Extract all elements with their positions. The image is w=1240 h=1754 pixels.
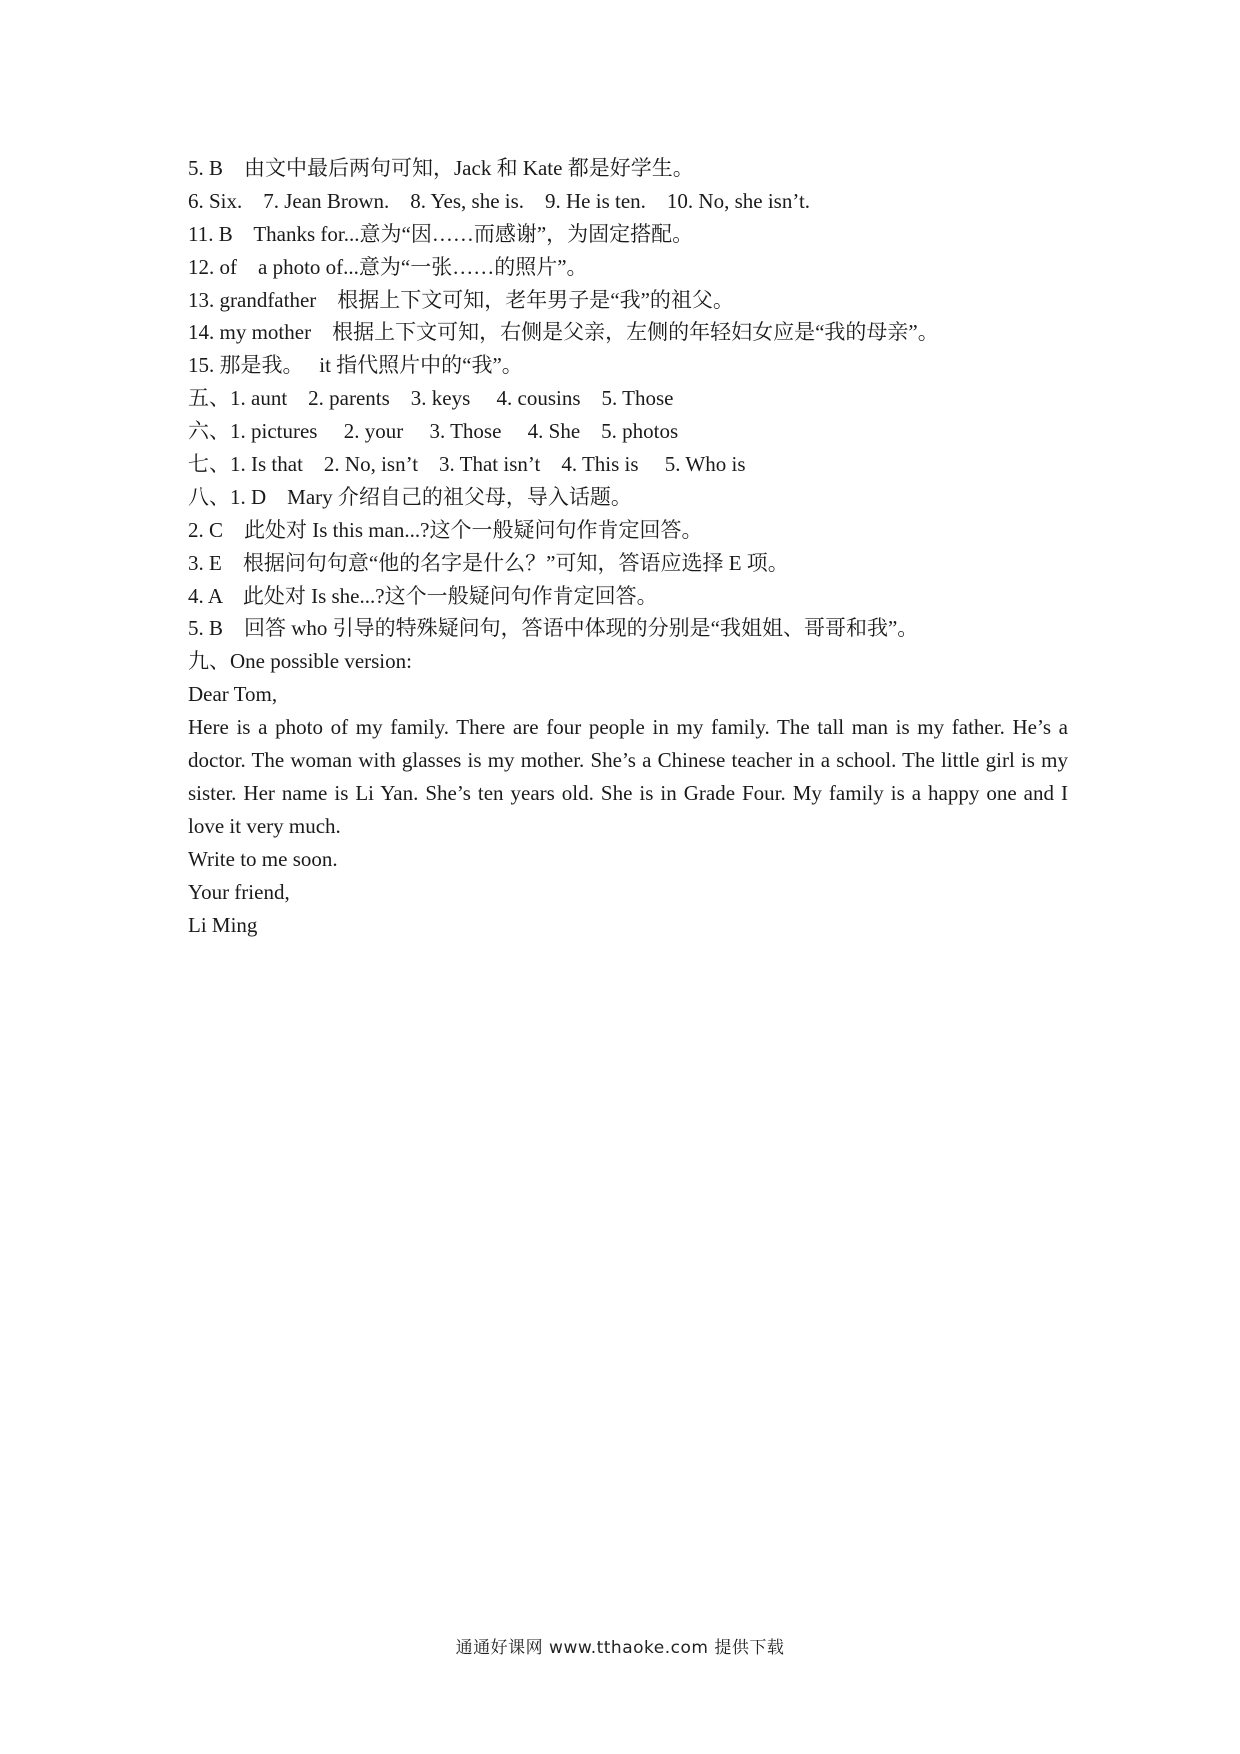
letter-closing-line: Write to me soon. bbox=[188, 847, 338, 872]
answer-line-5b: 5. B 由文中最后两句可知，Jack 和 Kate 都是好学生。 bbox=[188, 156, 694, 180]
section-nine-heading: 九、One possible version: bbox=[188, 649, 412, 674]
answer-line-13: 13. grandfather 根据上下文可知，老年男子是“我”的祖父。 bbox=[188, 287, 734, 312]
section-eight-answer-4: 4. A 此处对 Is she...?这个一般疑问句作肯定回答。 bbox=[188, 583, 658, 608]
letter-body: Here is a photo of my family. There are four people in my family. The tall man is my father. He’s a doctor. The woman with glasses is my mother. She’s a Chinese teacher in a school. The little girl is my sister. Her name is Li Yan. She’s ten years old. She is in Grade Four. My family is a happy one and I love it very much. bbox=[188, 715, 1068, 839]
section-five-answers: 五、1. aunt 2. parents 3. keys 4. cousins 5. Those bbox=[188, 386, 674, 411]
answer-line-12: 12. of a photo of...意为“一张……的照片”。 bbox=[188, 254, 588, 279]
answer-line-6-10: 6. Six. 7. Jean Brown. 8. Yes, she is. 9. He is ten. 10. No, she isn’t. bbox=[188, 188, 811, 213]
answer-line-11: 11. B Thanks for...意为“因……而感谢”，为固定搭配。 bbox=[188, 221, 694, 246]
section-eight-answer-1: 八、1. D Mary 介绍自己的祖父母，导入话题。 bbox=[188, 484, 632, 509]
letter-signature: Li Ming bbox=[188, 912, 258, 937]
letter-greeting: Dear Tom, bbox=[188, 682, 278, 707]
section-eight-answer-3: 3. E 根据问句句意“他的名字是什么？”可知，答语应选择 E 项。 bbox=[188, 550, 789, 575]
letter-sign-off: Your friend, bbox=[188, 880, 290, 905]
page-footer: 通通好课网 www.tthaoke.com 提供下载 bbox=[455, 1638, 785, 1658]
answer-key-content bbox=[188, 152, 1068, 942]
section-eight-answer-5: 5. B 回答 who 引导的特殊疑问句，答语中体现的分别是“我姐姐、哥哥和我”。 bbox=[188, 616, 919, 641]
answer-line-14: 14. my mother 根据上下文可知，右侧是父亲，左侧的年轻妇女应是“我的母亲”。 bbox=[188, 320, 939, 345]
section-six-answers: 六、1. pictures 2. your 3. Those 4. She 5. photos bbox=[188, 419, 679, 444]
section-seven-answers: 七、1. Is that 2. No, isn’t 3. That isn’t 4. This is 5. Who is bbox=[188, 452, 746, 477]
answer-line-15: 15. 那是我。 it 指代照片中的“我”。 bbox=[188, 353, 523, 378]
section-eight-answer-2: 2. C 此处对 Is this man...?这个一般疑问句作肯定回答。 bbox=[188, 517, 703, 542]
